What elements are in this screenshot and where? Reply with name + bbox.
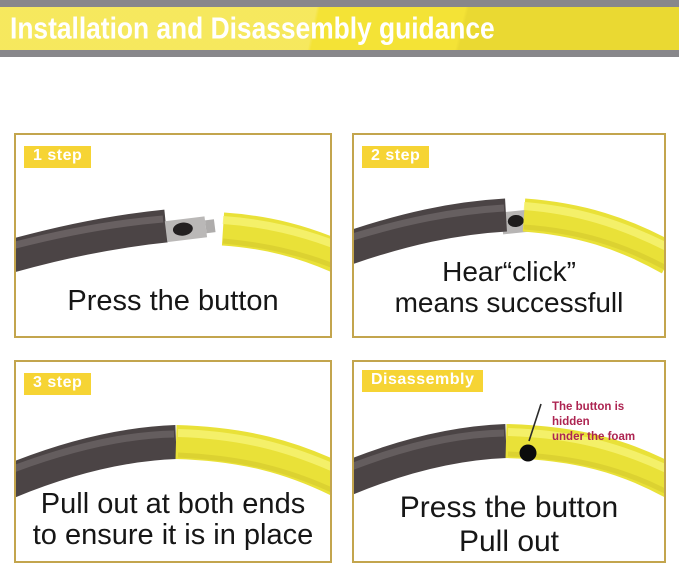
hidden-button-annotation [552, 400, 664, 445]
annotation-line: The button is hidden [552, 401, 625, 428]
caption-line: Press the button [399, 491, 619, 524]
panel-step-2 [352, 133, 666, 338]
hidden-button-dot [520, 445, 537, 462]
step-badge: 2 step [362, 146, 429, 168]
panel-disassembly [352, 360, 666, 563]
caption [354, 491, 664, 559]
panel-step-1 [14, 133, 332, 338]
step-badge: 1 step [24, 146, 91, 168]
step-badge: 3 step [24, 373, 91, 395]
header-top-bar [0, 0, 679, 7]
caption-line: Pull out [458, 525, 560, 558]
step-badge: Disassembly [362, 370, 483, 392]
connector [165, 215, 216, 242]
annotation-line: under the foam [552, 431, 636, 443]
connector-tip [205, 219, 216, 233]
caption [16, 285, 330, 318]
header-bottom-bar [0, 50, 679, 57]
caption-line: Hear“click” [442, 256, 576, 287]
caption-line: Pull out at both ends [40, 488, 306, 520]
caption-line: to ensure it is in place [32, 519, 314, 551]
panel-step-3 [14, 360, 332, 563]
page-title: Installation and Disassembly guidance [10, 9, 495, 45]
caption-line: Press the button [67, 285, 279, 317]
caption [16, 489, 330, 551]
caption [354, 256, 664, 318]
caption-line: means successfull [394, 287, 624, 318]
header-band [0, 7, 679, 50]
